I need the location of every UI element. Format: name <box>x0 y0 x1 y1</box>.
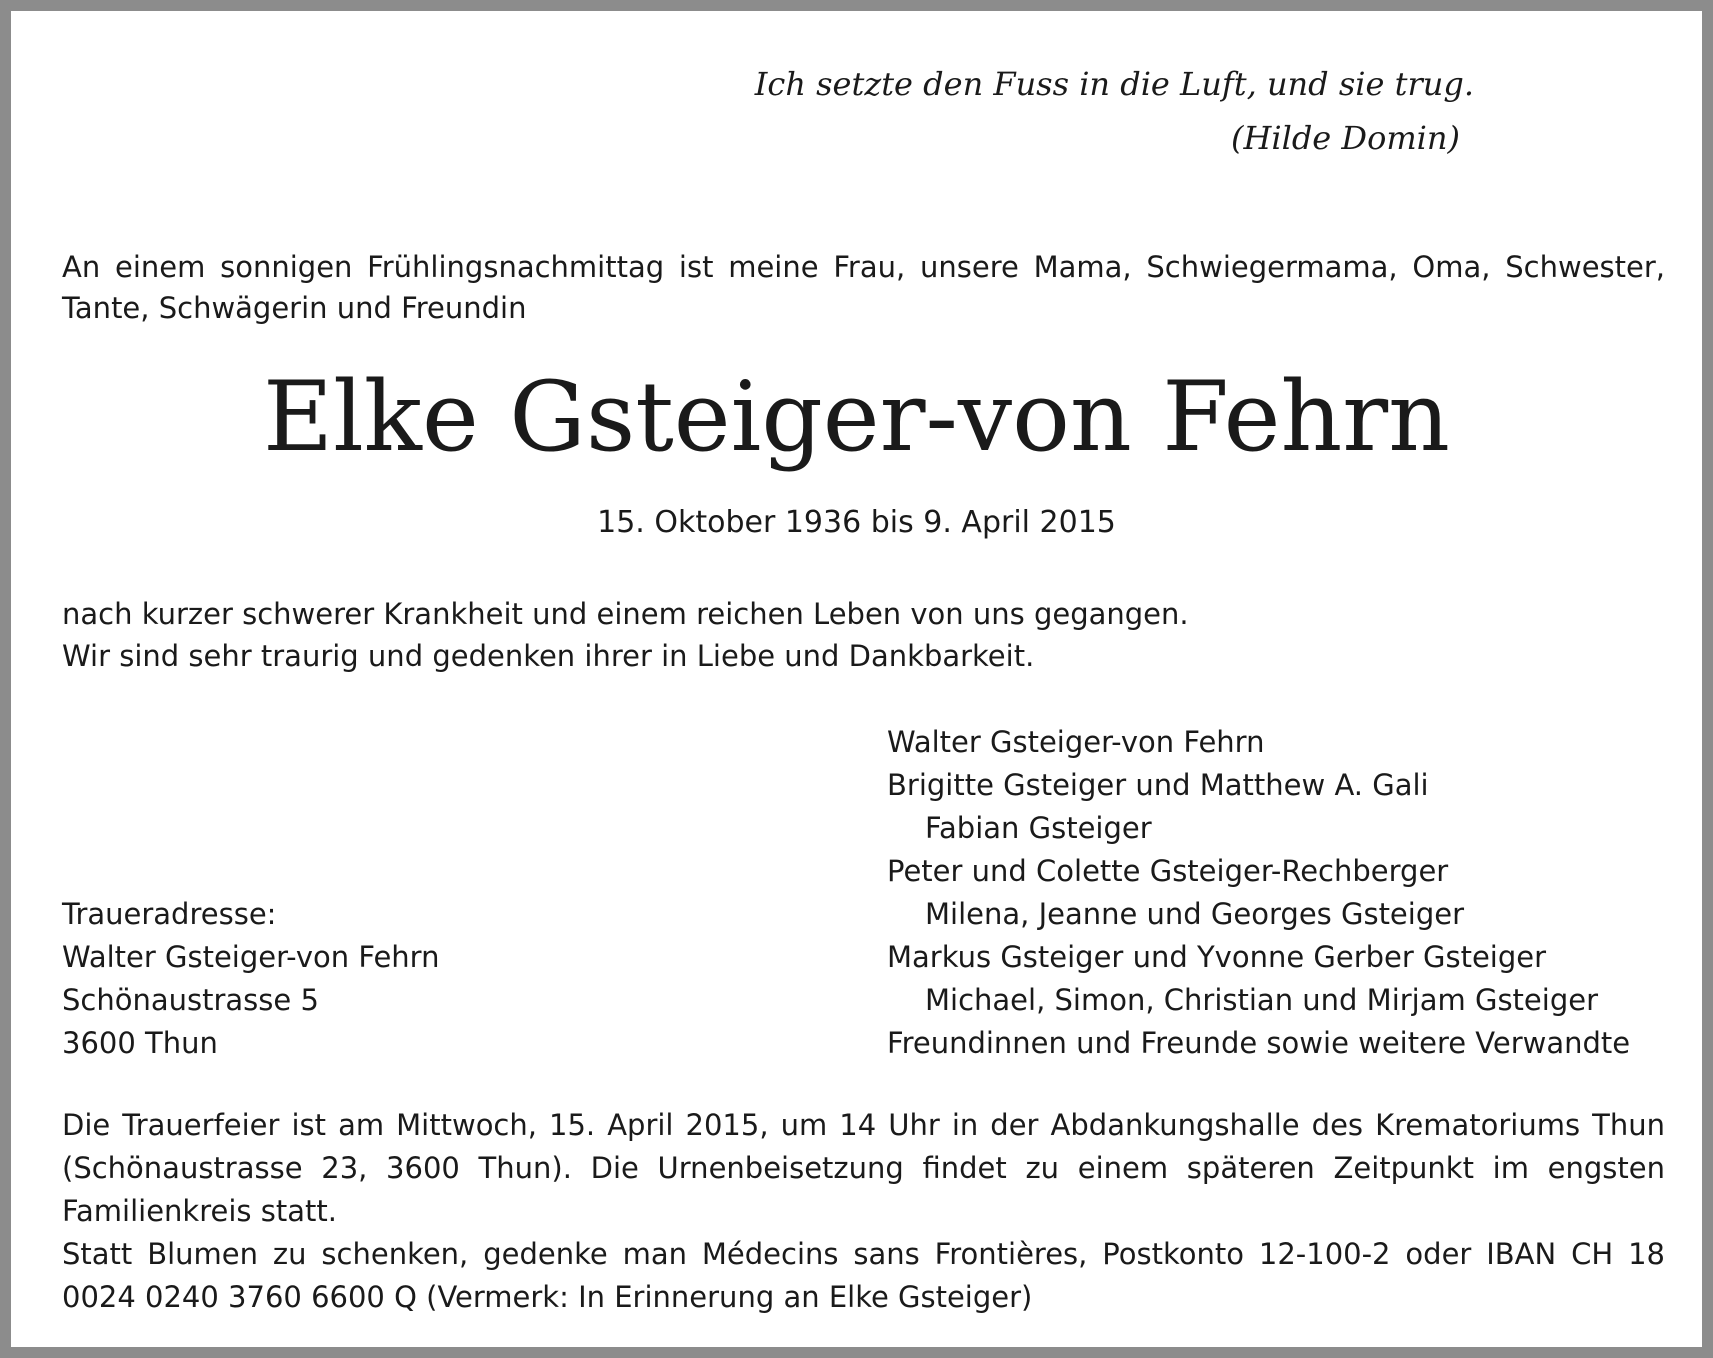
obituary-notice <box>11 11 1702 1347</box>
deceased-name: Elke Gsteiger-von Fehrn <box>262 361 1450 473</box>
life-dates: 15. Oktober 1936 bis 9. April 2015 <box>597 505 1116 540</box>
motto-text: Ich setzte den Fuss in die Luft, und sie trug. <box>754 65 1474 103</box>
address-street: Schönaustrasse 5 <box>62 983 319 1017</box>
closing-line-2: Wir sind sehr traurig und gedenken ihrer in Liebe und Dankbarkeit. <box>62 639 1035 673</box>
mourner-entry: Brigitte Gsteiger und Matthew A. Gali <box>887 768 1429 802</box>
mourner-entry: Walter Gsteiger-von Fehrn <box>887 725 1265 759</box>
mourner-entry: Freundinnen und Freunde sowie weitere Verwandte <box>887 1026 1631 1060</box>
motto-author: (Hilde Domin) <box>1230 119 1460 157</box>
closing-text <box>62 593 1189 677</box>
mourner-entry: Michael, Simon, Christian und Mirjam Gsteiger <box>925 983 1599 1017</box>
donation-paragraph: Statt Blumen zu schenken, gedenke man Médecins sans Frontières, Postkonto 12-100-2 oder IBAN CH 18 0024 0240 3760 6600 Q (Vermerk: In Erinnerung an Elke Gsteiger) <box>62 1237 1665 1314</box>
intro-text: An einem sonnigen Frühlingsnachmittag ist meine Frau, unsere Mama, Schwiegermama, Oma, Schwester, Tante, Schwägerin und Freundin <box>62 250 1665 325</box>
mourner-entry: Milena, Jeanne und Georges Gsteiger <box>925 897 1465 931</box>
address-label: Traueradresse: <box>62 897 277 931</box>
mourners-list <box>887 721 1630 1065</box>
mourner-entry: Markus Gsteiger und Yvonne Gerber Gsteiger <box>887 940 1547 974</box>
address-name: Walter Gsteiger-von Fehrn <box>62 940 440 974</box>
mourner-entry: Fabian Gsteiger <box>925 811 1152 845</box>
mourner-entry: Peter und Colette Gsteiger-Rechberger <box>887 854 1449 888</box>
mourning-address <box>62 893 439 1065</box>
ceremony-paragraph: Die Trauerfeier ist am Mittwoch, 15. April 2015, um 14 Uhr in der Abdankungshalle des Krematoriums Thun (Schönaustrasse 23, 3600 Thun). Die Urnenbeisetzung findet zu einem späteren Zeitpunkt im engsten Familienkreis statt. <box>62 1108 1665 1228</box>
motto-quote <box>755 57 1474 165</box>
ceremony-info <box>62 1104 1665 1319</box>
closing-line-1: nach kurzer schwerer Krankheit und einem reichen Leben von uns gegangen. <box>62 597 1189 631</box>
address-city: 3600 Thun <box>62 1026 218 1060</box>
